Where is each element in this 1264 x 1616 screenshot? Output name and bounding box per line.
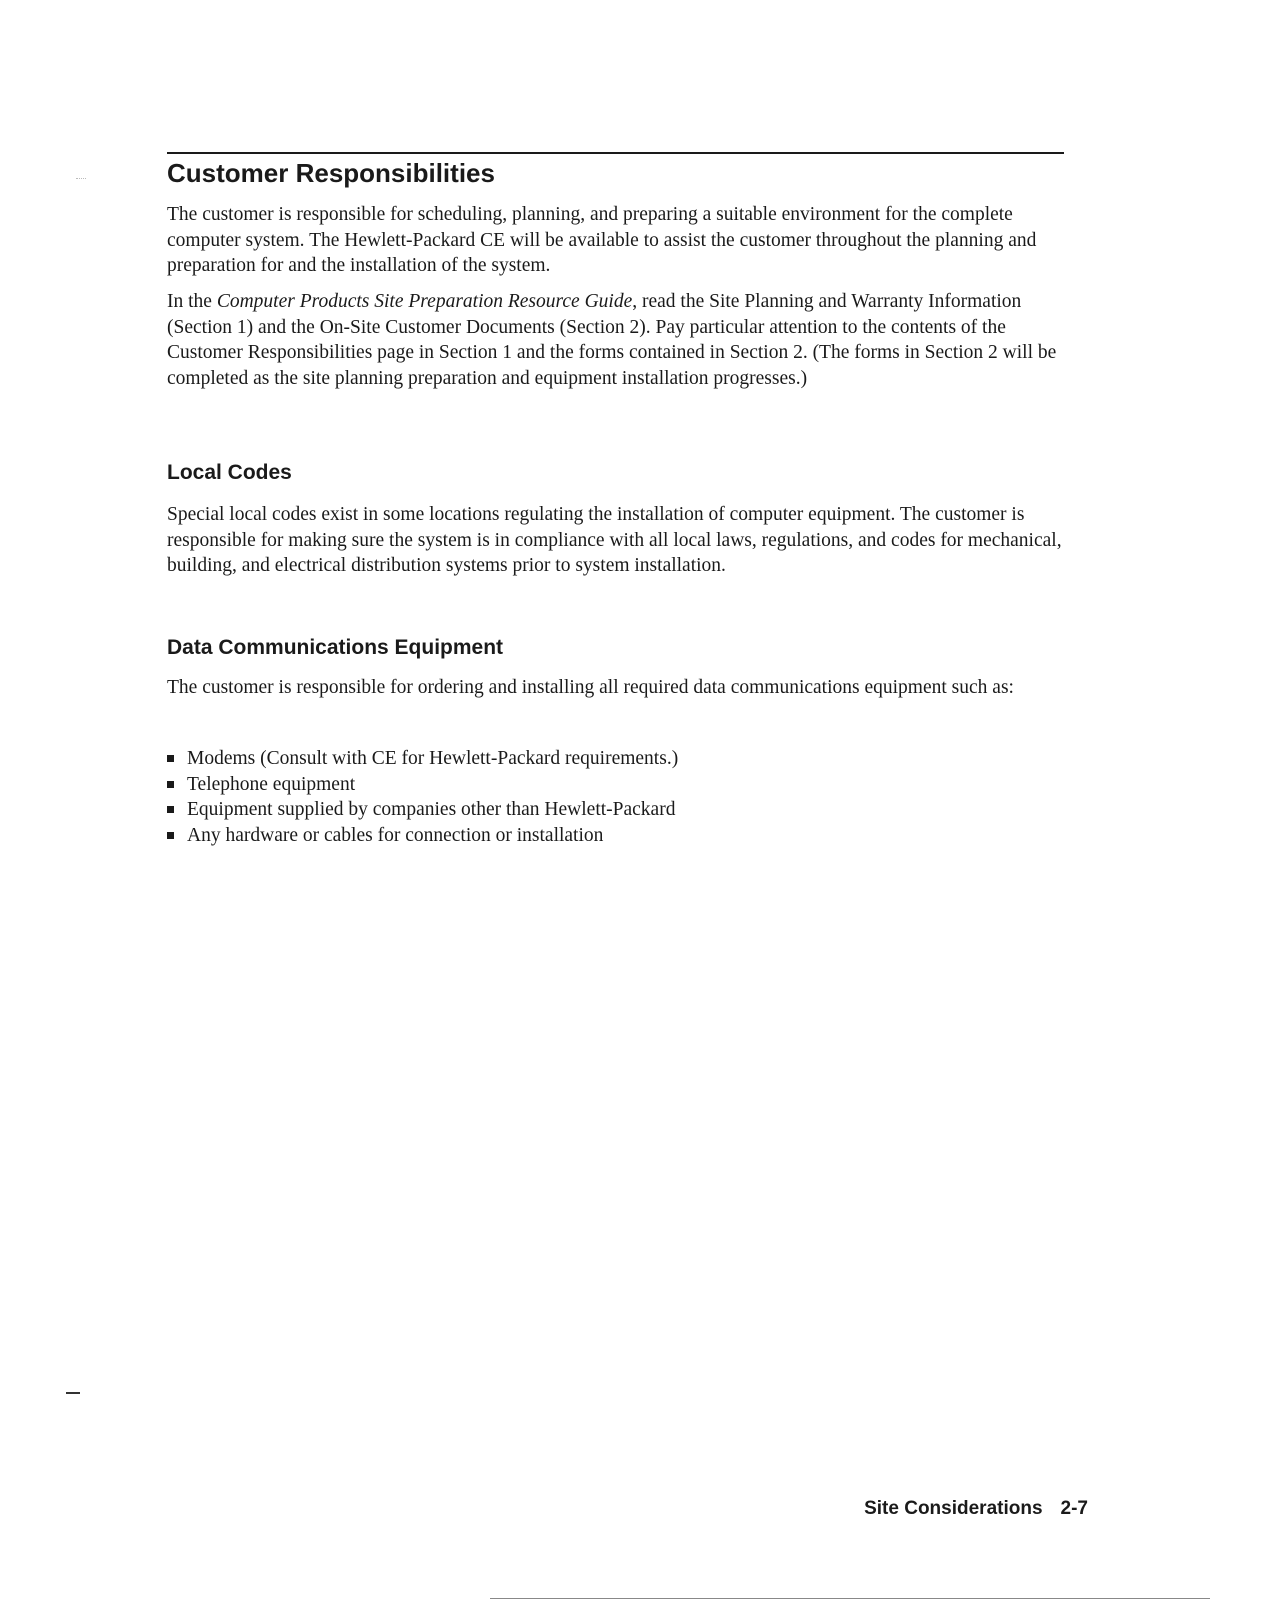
data-comm-paragraph: The customer is responsible for ordering and installing all required data communications equipment such as:	[167, 677, 1014, 698]
footer-rule	[490, 1598, 1210, 1599]
list-item-text: Modems (Consult with CE for Hewlett-Packard requirements.)	[187, 748, 679, 769]
guide-title: Computer Products Site Preparation Resource Guide	[216, 291, 633, 312]
margin-mark	[66, 1392, 80, 1394]
list-item	[167, 823, 678, 849]
page-footer	[800, 1498, 1088, 1520]
bullet-icon	[167, 781, 174, 788]
margin-mark	[76, 178, 86, 179]
equipment-list	[167, 746, 678, 848]
header-rule	[167, 152, 1064, 154]
footer-chapter: Site Considerations	[864, 1498, 1043, 1519]
list-item	[167, 797, 678, 823]
bullet-icon	[167, 832, 174, 839]
guide-prefix: In the	[167, 291, 217, 312]
list-item-text: Telephone equipment	[187, 773, 356, 795]
bullet-icon	[167, 755, 174, 762]
local-codes-paragraph: Special local codes exist in some locations regulating the installation of computer equipment. The customer is responsible for making sure the system is in compliance with all local laws, regulations, and codes for mechanical, building, and electrical distribution systems prior to system installation.	[167, 504, 1062, 576]
list-item-text: Any hardware or cables for connection or installation	[187, 824, 604, 846]
list-item	[167, 772, 678, 798]
list-item-text: Equipment supplied by companies other than Hewlett-Packard	[187, 799, 676, 820]
intro-paragraph: The customer is responsible for scheduling, planning, and preparing a suitable environment for the complete computer system. The Hewlett-Packard CE will be available to assist the customer throughout the planning and preparation for and the installation of the system.	[167, 204, 1037, 276]
guide-suffix: , read the Site Planning and Warranty Information (Section 1) and the On-Site Customer Documents (Section 2). Pay particular attention to the contents of the Customer Responsibilities page in Section 1 and the forms contained in Section 2. (The forms in Section 2 will be completed as the site planning preparation and equipment installation progresses.)	[167, 291, 1057, 389]
data-comm-heading: Data Communications Equipment	[167, 636, 504, 659]
local-codes-heading: Local Codes	[167, 461, 292, 484]
page-number: 2-7	[1060, 1498, 1088, 1519]
guide-paragraph	[167, 289, 1072, 391]
section-title: Customer Responsibilities	[167, 158, 495, 188]
bullet-icon	[167, 806, 174, 813]
list-item	[167, 746, 678, 772]
